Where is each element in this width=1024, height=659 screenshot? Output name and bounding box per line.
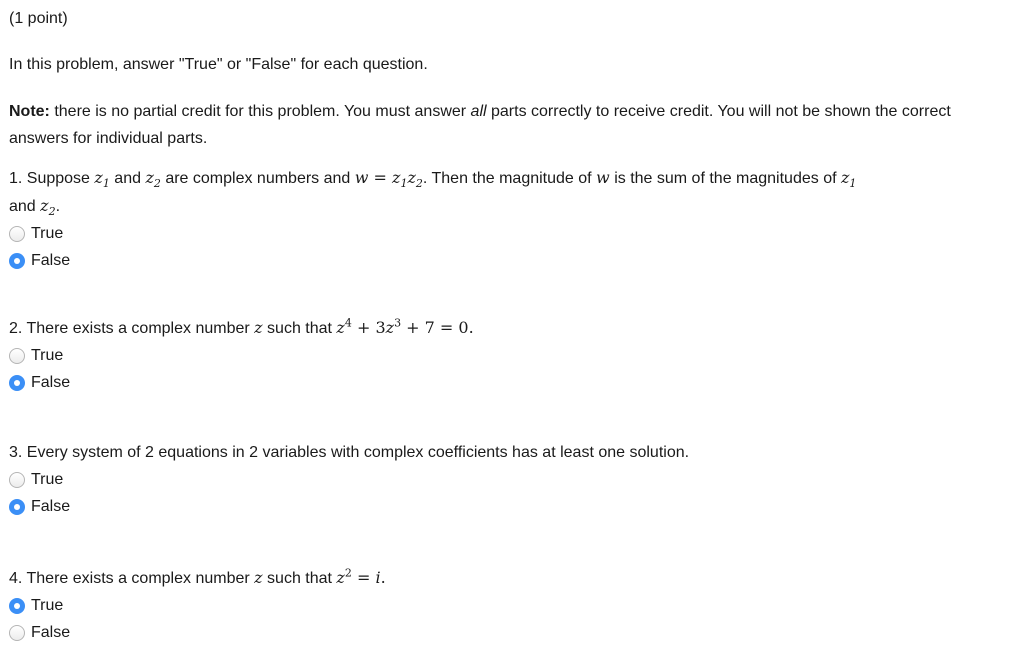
question-text: There exists a complex number (22, 570, 255, 587)
question-number: 2. (9, 320, 23, 337)
option-true[interactable] (9, 592, 1009, 619)
option-false[interactable] (9, 247, 1009, 274)
question-number: 3. (9, 444, 23, 461)
question-text: such that (262, 320, 337, 337)
option-label: True (31, 597, 64, 614)
question-text: are complex numbers and (160, 170, 355, 187)
note-paragraph (9, 98, 1009, 152)
option-label: False (31, 374, 71, 391)
option-false[interactable] (9, 369, 1009, 396)
note-label: Note: (9, 103, 50, 120)
question-3 (9, 439, 1009, 520)
math-z1: $z_1$ (840, 168, 857, 191)
option-label: True (31, 225, 64, 242)
option-true[interactable] (9, 342, 1009, 369)
question-text: is the sum of the magnitudes of (609, 170, 841, 187)
option-true[interactable] (9, 466, 1009, 493)
question-text: . (55, 198, 61, 215)
radio-button[interactable] (9, 472, 25, 488)
option-label: True (31, 471, 64, 488)
question-number: 4. (9, 570, 23, 587)
option-false[interactable] (9, 493, 1009, 520)
question-4-text (9, 564, 1009, 592)
option-true[interactable] (9, 220, 1009, 247)
question-4 (9, 564, 1009, 646)
note-text-2: parts correctly to receive credit. You will not be shown the correct answers for individual parts. (9, 103, 951, 147)
option-label: False (31, 498, 71, 515)
radio-button[interactable] (9, 625, 25, 641)
question-3-text (9, 439, 1009, 466)
question-text: Suppose (22, 170, 95, 187)
points-label: (1 point) (9, 10, 68, 27)
radio-button-selected[interactable] (9, 253, 25, 269)
math-z1: $z_1$ (94, 168, 110, 191)
option-label: True (31, 347, 64, 364)
question-2 (9, 314, 1009, 396)
radio-button-selected[interactable] (9, 499, 25, 515)
radio-button[interactable] (9, 348, 25, 364)
math-z: z (254, 568, 263, 587)
option-label: False (31, 252, 71, 269)
radio-button-selected[interactable] (9, 598, 25, 614)
question-text: and (9, 198, 41, 215)
option-false[interactable] (9, 619, 1009, 646)
question-1 (9, 164, 1009, 274)
math-w-eq: $w = z_1z_2$ (354, 168, 423, 191)
question-text: such that (262, 570, 337, 587)
problem-intro: In this problem, answer "True" or "False" for each question. (9, 56, 428, 73)
question-text: There exists a complex number (22, 320, 255, 337)
question-text: Every system of 2 equations in 2 variables with complex coefficients has at least one solution. (22, 444, 690, 461)
radio-button[interactable] (9, 226, 25, 242)
note-text-1: there is no partial credit for this problem. You must answer (49, 103, 471, 120)
question-1-text (9, 164, 1009, 220)
math-z: z (254, 318, 263, 337)
question-2-text (9, 314, 1009, 342)
question-text: and (109, 170, 146, 187)
math-z2: $z_2$ (145, 168, 161, 191)
radio-button-selected[interactable] (9, 375, 25, 391)
question-text: . Then the magnitude of (422, 170, 597, 187)
math-z2: $z_2$ (40, 196, 56, 219)
math-equation: $z^4 + 3z^3 + 7 = 0$. (336, 316, 474, 337)
option-label: False (31, 624, 71, 641)
math-equation: $z^2 = i$. (336, 566, 386, 587)
question-number: 1. (9, 170, 23, 187)
note-emphasis: all (470, 103, 487, 120)
math-w: w (596, 168, 610, 187)
